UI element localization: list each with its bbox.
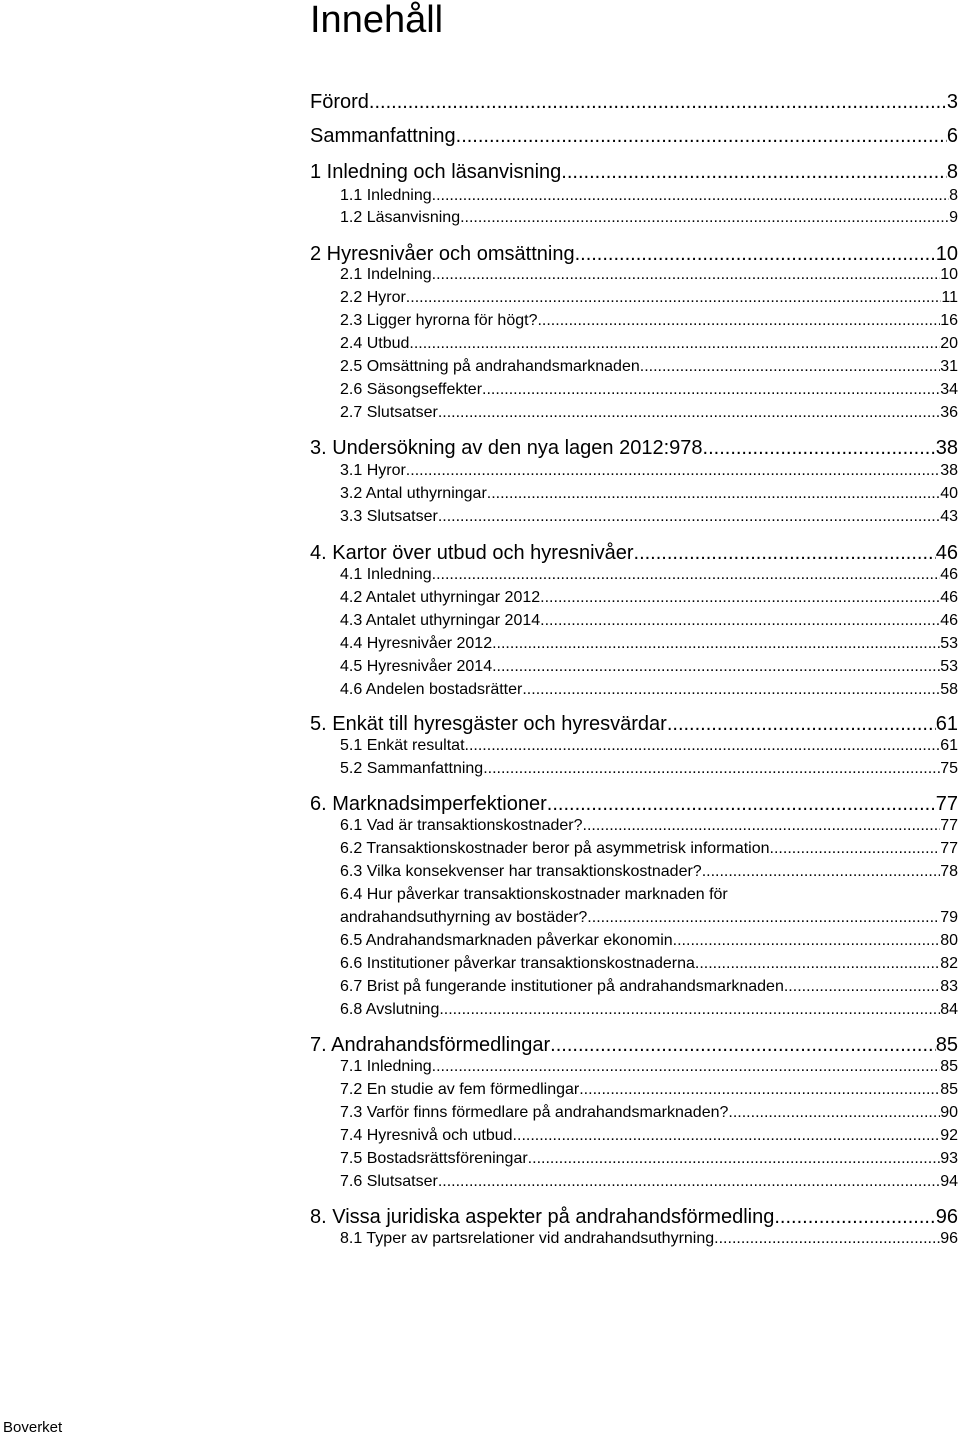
toc-entry-section[interactable] xyxy=(340,1104,958,1122)
toc-page-number: 10 xyxy=(940,266,958,283)
toc-page-number: 53 xyxy=(940,635,958,652)
toc-page-number: 84 xyxy=(940,1001,958,1018)
toc-page-number: 43 xyxy=(940,508,958,525)
toc-entry-label: 7. Andrahandsförmedlingar xyxy=(310,1034,551,1056)
toc-entry-section[interactable] xyxy=(340,485,958,503)
toc-page-number: 20 xyxy=(940,335,958,352)
toc-dot-leader xyxy=(487,485,940,503)
toc-dot-leader xyxy=(640,358,940,376)
toc-entry-section[interactable] xyxy=(340,658,958,676)
toc-dot-leader xyxy=(438,1173,940,1191)
toc-entry-label: 5.2 Sammanfattning xyxy=(340,760,484,777)
toc-entry-section[interactable] xyxy=(340,1001,958,1019)
toc-entry-chapter[interactable] xyxy=(310,125,958,148)
toc-dot-leader xyxy=(587,909,940,927)
toc-dot-leader xyxy=(714,1230,940,1248)
toc-page-number: 16 xyxy=(940,312,958,329)
toc-page-number: 34 xyxy=(940,381,958,398)
toc-dot-leader xyxy=(456,125,947,148)
toc-entry-label: 3.1 Hyror xyxy=(340,462,406,479)
toc-entry-label: Sammanfattning xyxy=(310,125,456,147)
toc-dot-leader xyxy=(483,760,940,778)
toc-entry-section[interactable] xyxy=(340,1081,958,1099)
toc-entry-label: 2.6 Säsongseffekter xyxy=(340,381,483,398)
toc-entry-label: 2.2 Hyror xyxy=(340,289,406,306)
toc-entry-section[interactable] xyxy=(340,886,958,904)
toc-entry-label: 7.5 Bostadsrättsföreningar xyxy=(340,1150,528,1167)
toc-entry-label: 4.6 Andelen bostadsrätter xyxy=(340,681,523,698)
toc-dot-leader xyxy=(522,681,940,699)
toc-dot-leader xyxy=(579,1081,940,1099)
toc-entry-section[interactable] xyxy=(340,681,958,699)
toc-dot-leader xyxy=(784,978,940,996)
toc-page-number: 93 xyxy=(940,1150,958,1167)
toc-page-number: 85 xyxy=(940,1058,958,1075)
toc-page-number: 8 xyxy=(949,187,958,204)
toc-entry-section[interactable] xyxy=(340,404,958,422)
toc-entry-section[interactable] xyxy=(340,955,958,973)
toc-dot-leader xyxy=(774,1206,935,1229)
toc-dot-leader xyxy=(547,793,936,816)
toc-dot-leader xyxy=(528,1150,941,1168)
toc-entry-label: 6.6 Institutioner påverkar transaktionskostnaderna xyxy=(340,955,695,972)
toc-page-number: 78 xyxy=(940,863,958,880)
toc-entry-section[interactable] xyxy=(340,566,958,584)
toc-entry-label: 2.5 Omsättning på andrahandsmarknaden xyxy=(340,358,640,375)
toc-entry-label: 6.4 Hur påverkar transaktionskostnader marknaden för xyxy=(340,886,728,903)
toc-dot-leader xyxy=(406,289,942,307)
toc-page-number: 38 xyxy=(940,462,958,479)
toc-entry-label: 3.2 Antal uthyrningar xyxy=(340,485,487,502)
toc-entry-label: 4.1 Inledning xyxy=(340,566,432,583)
toc-entry-section[interactable] xyxy=(340,508,958,526)
toc-entry-label: 4.3 Antalet uthyrningar 2014 xyxy=(340,612,541,629)
toc-page-number: 46 xyxy=(940,589,958,606)
toc-entry-section[interactable] xyxy=(340,863,958,881)
toc-entry-section[interactable] xyxy=(340,187,958,205)
toc-dot-leader xyxy=(439,1001,940,1019)
toc-page-number: 96 xyxy=(935,1206,958,1228)
toc-entry-section[interactable] xyxy=(340,589,958,607)
toc-entry-chapter[interactable] xyxy=(310,793,958,816)
toc-entry-section[interactable] xyxy=(340,760,958,778)
toc-entry-section[interactable] xyxy=(340,1173,958,1191)
toc-dot-leader xyxy=(702,863,941,881)
toc-entry-label: 8.1 Typer av partsrelationer vid andrahandsuthyrning xyxy=(340,1230,715,1247)
toc-entry-chapter[interactable] xyxy=(310,243,958,266)
toc-page-number: 46 xyxy=(935,542,958,564)
toc-dot-leader xyxy=(438,508,940,526)
toc-entry-chapter[interactable] xyxy=(310,713,958,736)
toc-entry-section[interactable] xyxy=(340,635,958,653)
toc-entry-chapter[interactable] xyxy=(310,1034,958,1057)
toc-entry-section[interactable] xyxy=(340,1150,958,1168)
toc-page-number: 11 xyxy=(941,289,958,306)
toc-page-number: 77 xyxy=(935,793,958,815)
toc-page-number: 96 xyxy=(940,1230,958,1247)
toc-entry-label: Förord xyxy=(310,91,369,113)
toc-dot-leader xyxy=(406,462,940,480)
toc-entry-section[interactable] xyxy=(340,335,958,353)
toc-entry-section[interactable] xyxy=(340,612,958,630)
toc-entry-label: 2.7 Slutsatser xyxy=(340,404,438,421)
toc-dot-leader xyxy=(432,266,941,284)
toc-entry-label: 4.4 Hyresnivåer 2012 xyxy=(340,635,493,652)
toc-page-number: 8 xyxy=(946,161,958,183)
toc-entry-label: 6. Marknadsimperfektioner xyxy=(310,793,547,815)
toc-page-number: 61 xyxy=(935,713,958,735)
toc-page-number: 38 xyxy=(935,437,958,459)
toc-entry-section[interactable] xyxy=(340,909,958,927)
toc-entry-section[interactable] xyxy=(340,266,958,284)
toc-page-number: 82 xyxy=(940,955,958,972)
toc-page-number: 58 xyxy=(940,681,958,698)
toc-page-number: 53 xyxy=(940,658,958,675)
toc-dot-leader xyxy=(728,1104,940,1122)
toc-page-number: 92 xyxy=(940,1127,958,1144)
toc-dot-leader xyxy=(561,161,947,184)
toc-entry-label: 6.2 Transaktionskostnader beror på asymmetrisk information xyxy=(340,840,770,857)
toc-entry-label: 4.2 Antalet uthyrningar 2012 xyxy=(340,589,541,606)
toc-dot-leader xyxy=(695,955,940,973)
toc-entry-label: 2 Hyresnivåer och omsättning xyxy=(310,243,575,265)
toc-entry-label: 3.3 Slutsatser xyxy=(340,508,438,525)
toc-dot-leader xyxy=(460,209,949,227)
toc-entry-section[interactable] xyxy=(340,289,958,307)
toc-dot-leader xyxy=(634,542,936,565)
toc-page-number: 79 xyxy=(940,909,958,926)
toc-entry-section[interactable] xyxy=(340,1230,958,1248)
toc-page-number: 40 xyxy=(940,485,958,502)
toc-page-number: 77 xyxy=(940,817,958,834)
toc-entry-label: 2.1 Indelning xyxy=(340,266,432,283)
toc-entry-label: 1.2 Läsanvisning xyxy=(340,209,461,226)
toc-page-number: 85 xyxy=(940,1081,958,1098)
toc-dot-leader xyxy=(540,612,940,630)
toc-dot-leader xyxy=(432,566,941,584)
toc-dot-leader xyxy=(667,713,936,736)
toc-entry-label: andrahandsuthyrning av bostäder? xyxy=(340,909,588,926)
toc-entry-chapter[interactable] xyxy=(310,161,958,184)
toc-dot-leader xyxy=(465,737,941,755)
toc-entry-chapter[interactable] xyxy=(310,437,958,460)
toc-entry-label: 7.1 Inledning xyxy=(340,1058,432,1075)
toc-entry-label: 2.3 Ligger hyrorna för högt? xyxy=(340,312,538,329)
toc-entry-chapter[interactable] xyxy=(310,542,958,565)
toc-dot-leader xyxy=(770,840,941,858)
toc-entry-section[interactable] xyxy=(340,737,958,755)
toc-entry-section[interactable] xyxy=(340,462,958,480)
toc-dot-leader xyxy=(432,1058,941,1076)
toc-dot-leader xyxy=(369,91,947,114)
toc-entry-section[interactable] xyxy=(340,1127,958,1145)
toc-page-number: 90 xyxy=(940,1104,958,1121)
toc-entry-label: 5. Enkät till hyresgäster och hyresvärdar xyxy=(310,713,667,735)
toc-dot-leader xyxy=(583,817,941,835)
toc-page-number: 3 xyxy=(946,91,958,113)
toc-page-number: 10 xyxy=(935,243,958,265)
toc-dot-leader xyxy=(409,335,940,353)
toc-entry-section[interactable] xyxy=(340,840,958,858)
toc-page-number: 36 xyxy=(940,404,958,421)
toc-page-number: 77 xyxy=(940,840,958,857)
toc-entry-label: 3. Undersökning av den nya lagen 2012:978 xyxy=(310,437,703,459)
toc-entry-chapter[interactable] xyxy=(310,1206,958,1229)
toc-dot-leader xyxy=(673,932,941,950)
toc-dot-leader xyxy=(438,404,940,422)
page-title: Innehåll xyxy=(310,0,444,41)
toc-page-number: 75 xyxy=(940,760,958,777)
toc-page-number: 61 xyxy=(940,737,958,754)
toc-dot-leader xyxy=(575,243,936,266)
toc-page-number: 80 xyxy=(940,932,958,949)
toc-dot-leader xyxy=(550,1034,936,1057)
toc-entry-label: 7.6 Slutsatser xyxy=(340,1173,438,1190)
toc-entry-section[interactable] xyxy=(340,932,958,950)
toc-entry-chapter[interactable] xyxy=(310,91,958,114)
toc-page-number: 46 xyxy=(940,566,958,583)
footer-publisher: Boverket xyxy=(3,1419,63,1436)
toc-entry-section[interactable] xyxy=(340,381,958,399)
toc-entry-label: 6.7 Brist på fungerande institutioner på andrahandsmarknaden xyxy=(340,978,784,995)
toc-entry-label: 6.5 Andrahandsmarknaden påverkar ekonomin xyxy=(340,932,673,949)
toc-entry-label: 6.3 Vilka konsekvenser har transaktionskostnader? xyxy=(340,863,702,880)
toc-dot-leader xyxy=(492,635,940,653)
toc-entry-label: 2.4 Utbud xyxy=(340,335,410,352)
toc-entry-label: 7.3 Varför finns förmedlare på andrahandsmarknaden? xyxy=(340,1104,729,1121)
toc-page-number: 6 xyxy=(946,125,958,147)
toc-entry-section[interactable] xyxy=(340,209,958,227)
toc-entry-label: 5.1 Enkät resultat xyxy=(340,737,465,754)
toc-page-number: 85 xyxy=(935,1034,958,1056)
toc-dot-leader xyxy=(537,312,940,330)
toc-dot-leader xyxy=(540,589,940,607)
toc-entry-label: 4. Kartor över utbud och hyresnivåer xyxy=(310,542,634,564)
toc-dot-leader xyxy=(703,437,936,460)
toc-entry-label: 7.2 En studie av fem förmedlingar xyxy=(340,1081,580,1098)
toc-page-number: 94 xyxy=(940,1173,958,1190)
toc-dot-leader xyxy=(492,658,940,676)
toc-page-number: 83 xyxy=(940,978,958,995)
toc-entry-label: 6.1 Vad är transaktionskostnader? xyxy=(340,817,583,834)
toc-entry-section[interactable] xyxy=(340,312,958,330)
toc-dot-leader xyxy=(432,187,949,205)
toc-entry-label: 1.1 Inledning xyxy=(340,187,432,204)
toc-entry-label: 1 Inledning och läsanvisning xyxy=(310,161,562,183)
toc-page-number: 46 xyxy=(940,612,958,629)
toc-page-number: 9 xyxy=(949,209,958,226)
toc-entry-label: 8. Vissa juridiska aspekter på andrahandsförmedling xyxy=(310,1206,775,1228)
toc-entry-section[interactable] xyxy=(340,978,958,996)
toc-entry-section[interactable] xyxy=(340,1058,958,1076)
toc-dot-leader xyxy=(513,1127,941,1145)
toc-entry-label: 6.8 Avslutning xyxy=(340,1001,440,1018)
toc-entry-label: 4.5 Hyresnivåer 2014 xyxy=(340,658,493,675)
toc-entry-section[interactable] xyxy=(340,817,958,835)
toc-entry-label: 7.4 Hyresnivå och utbud xyxy=(340,1127,513,1144)
toc-dot-leader xyxy=(482,381,940,399)
toc-page-number: 31 xyxy=(940,358,958,375)
toc-entry-section[interactable] xyxy=(340,358,958,376)
